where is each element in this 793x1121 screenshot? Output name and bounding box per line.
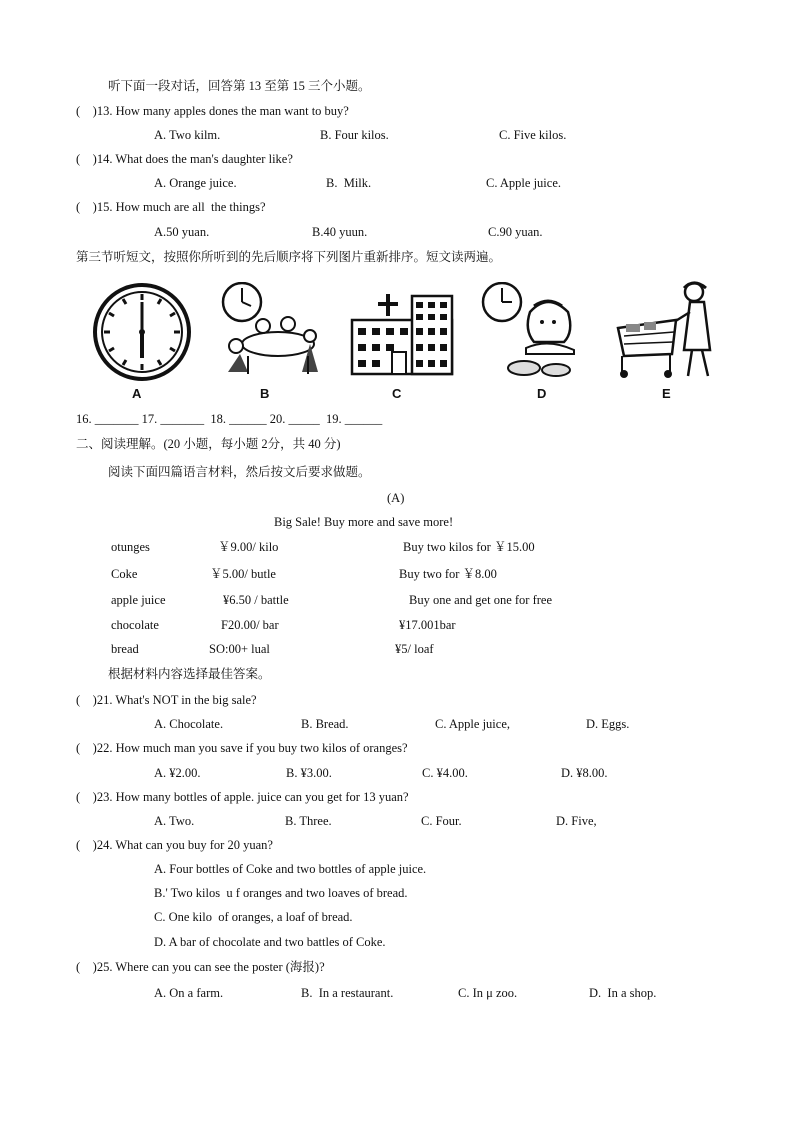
picture-d-label: D (537, 386, 547, 401)
passage-label: (A) (387, 491, 405, 505)
picture-b-label: B (260, 386, 270, 401)
q13-stem: ( )13. How many apples dones the man want to buy? (76, 104, 349, 118)
q13-option-a: A. Two kilm. (154, 128, 221, 142)
picture-e-label: E (662, 386, 671, 401)
answer-line: 16. _______ 17. _______ 18. ______ 20. _____ 19. ______ (76, 412, 383, 426)
shopping-cart-icon (614, 280, 726, 382)
q24-stem: ( )24. What can you buy for 20 yuan? (76, 838, 273, 852)
q25-option-d: D. In a shop. (589, 986, 657, 1000)
girl-eating-icon (478, 282, 578, 380)
q22-option-b: B. ¥3.00. (286, 766, 332, 780)
q14-option-c: C. Apple juice. (486, 176, 561, 190)
q22-stem: ( )22. How much man you save if you buy two kilos of oranges? (76, 741, 408, 755)
q21-stem: ( )21. What's NOT in the big sale? (76, 693, 257, 707)
sale-item-offer: ¥17.001bar (399, 618, 456, 632)
q15-option-a: A.50 yuan. (154, 225, 210, 239)
reading-heading: 二、阅读理解。(20 小题，每小题 2分，共 40 分) (76, 437, 341, 451)
q22-option-d: D. ¥8.00. (561, 766, 608, 780)
q14-option-b: B. Milk. (326, 176, 372, 190)
sale-item-price: ￥9.00/ kilo (218, 540, 279, 554)
q25-option-a: A. On a farm. (154, 986, 224, 1000)
picture-a-label: A (132, 386, 142, 401)
q23-option-b: B. Three. (285, 814, 332, 828)
q23-stem: ( )23. How many bottles of apple. juice can you get for 13 yuan? (76, 790, 409, 804)
sale-item-name: bread (111, 642, 139, 656)
hospital-building-icon (350, 290, 454, 376)
q15-stem: ( )15. How much are all the things? (76, 200, 266, 214)
q15-option-b: B.40 yuun. (312, 225, 368, 239)
listening-intro: 听下面一段对话，回答第 13 至第 15 三个小题。 (108, 79, 371, 93)
sale-item-offer: ¥5/ loaf (395, 642, 434, 656)
q21-option-b: B. Bread. (301, 717, 349, 731)
q22-option-c: C. ¥4.00. (422, 766, 468, 780)
sale-item-price: F20.00/ bar (221, 618, 279, 632)
q24-option-a: A. Four bottles of Coke and two bottles of apple juice. (154, 862, 427, 876)
q15-option-c: C.90 yuan. (488, 225, 543, 239)
sale-item-offer: Buy one and get one for free (409, 593, 552, 607)
q23-option-a: A. Two. (154, 814, 195, 828)
section3-heading: 第三节听短文，按照你所听到的先后顺序将下列图片重新排序。短文读两遍。 (76, 250, 502, 264)
q25-option-b: B. In a restaurant. (301, 986, 394, 1000)
q14-option-a: A. Orange juice. (154, 176, 237, 190)
q24-option-d: D. A bar of chocolate and two battles of Coke. (154, 935, 386, 949)
q21-option-d: D. Eggs. (586, 717, 630, 731)
family-dinner-icon (218, 282, 324, 378)
clock-icon (92, 282, 192, 382)
sale-item-price: ¥6.50 / battle (223, 593, 289, 607)
q25-option-c: C. In μ zoo. (458, 986, 518, 1000)
sale-item-price: SO:00+ lual (209, 642, 270, 656)
q22-option-a: A. ¥2.00. (154, 766, 201, 780)
q24-option-c: C. One kilo of oranges, a loaf of bread. (154, 910, 353, 924)
sale-item-name: chocolate (111, 618, 159, 632)
q25-stem: ( )25. Where can you can see the poster (海报)? (76, 960, 325, 974)
q21-option-a: A. Chocolate. (154, 717, 224, 731)
sale-item-name: Coke (111, 567, 138, 581)
picture-c-label: C (392, 386, 402, 401)
sale-item-offer: Buy two for ￥8.00 (399, 567, 497, 581)
reading-instruction: 阅读下面四篇语言材料，然后按文后要求做题。 (108, 465, 371, 479)
sale-item-name: apple juice (111, 593, 166, 607)
q23-option-c: C. Four. (421, 814, 462, 828)
sale-item-price: ￥5.00/ butle (210, 567, 276, 581)
q13-option-b: B. Four kilos. (320, 128, 389, 142)
q14-stem: ( )14. What does the man's daughter like? (76, 152, 293, 166)
sale-title: Big Sale! Buy more and save more! (274, 515, 454, 529)
q13-option-c: C. Five kilos. (499, 128, 567, 142)
q21-option-c: C. Apple juice, (435, 717, 510, 731)
sale-item-name: otunges (111, 540, 150, 554)
q24-option-b: B.' Two kilos u f oranges and two loaves of bread. (154, 886, 408, 900)
choose-instruction: 根据材料内容选择最佳答案。 (108, 667, 271, 681)
q23-option-d: D. Five, (556, 814, 597, 828)
sale-item-offer: Buy two kilos for ￥15.00 (403, 540, 535, 554)
